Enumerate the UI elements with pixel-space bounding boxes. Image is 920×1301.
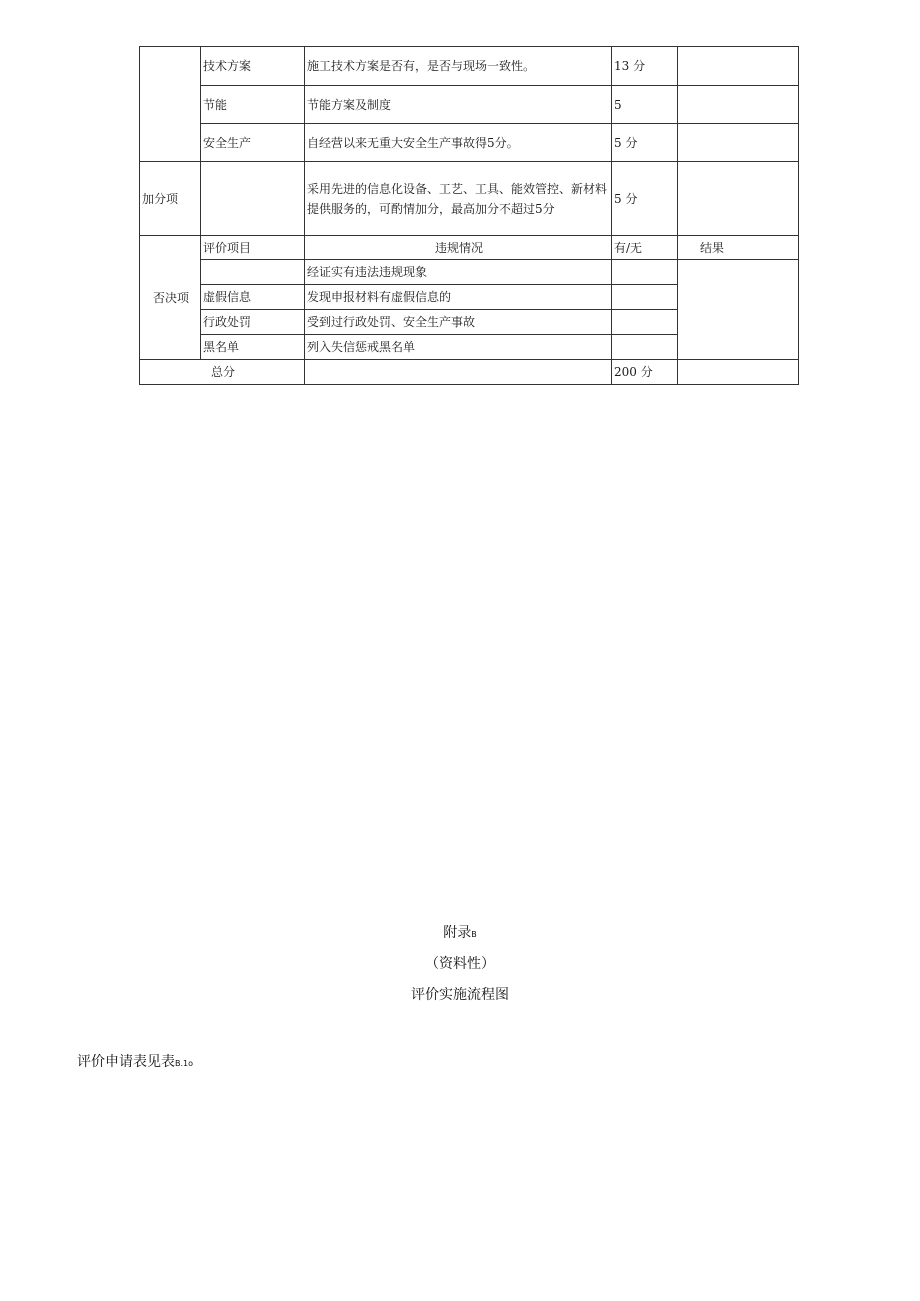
veto-desc-cell: 受到过行政处罚、安全生产事故: [305, 310, 612, 335]
result-cell: [678, 124, 799, 162]
score-cell: 5: [612, 86, 678, 124]
veto-header-desc: 违规情况: [305, 236, 612, 260]
desc-cell: 施工技术方案是否有，是否与现场一致性。: [305, 47, 612, 86]
veto-has-cell: [612, 310, 678, 335]
veto-row: [140, 260, 799, 285]
evaluation-table: [139, 46, 799, 385]
appendix-subtitle: （资料性）: [425, 956, 495, 972]
veto-has-cell: [612, 335, 678, 360]
veto-desc-cell: 列入失信惩戒黑名单: [305, 335, 612, 360]
item-cell: 安全生产: [201, 124, 305, 162]
note-text: 评价申请表见表: [77, 1054, 175, 1070]
veto-item-cell: 虚假信息: [201, 285, 305, 310]
total-label-cell: 总分: [140, 360, 305, 385]
note-line: [77, 1051, 193, 1071]
veto-category-cell: 否决项: [140, 236, 201, 360]
appendix-title-suffix: B: [471, 930, 477, 939]
veto-item-cell: 黑名单: [201, 335, 305, 360]
score-cell: 5 分: [612, 124, 678, 162]
bonus-category-cell: 加分项: [140, 162, 201, 236]
desc-cell: 节能方案及制度: [305, 86, 612, 124]
result-cell: [678, 162, 799, 236]
bonus-row: [140, 162, 799, 236]
veto-result-cell: [678, 260, 799, 360]
item-cell: 节能: [201, 86, 305, 124]
bonus-desc-cell: 采用先进的信息化设备、工艺、工具、能效管控、新材料提供服务的，可酌情加分，最高加分不超过5分: [305, 162, 612, 236]
result-cell: [678, 47, 799, 86]
veto-item-cell: [201, 260, 305, 285]
veto-header-item: 评价项目: [201, 236, 305, 260]
veto-has-cell: [612, 260, 678, 285]
appendix-heading: 评价实施流程图: [411, 987, 509, 1003]
veto-header-result: 结果: [678, 236, 799, 260]
category-cell-empty: [140, 47, 201, 162]
score-cell: 13 分: [612, 47, 678, 86]
veto-header-row: [140, 236, 799, 260]
veto-has-cell: [612, 285, 678, 310]
veto-header-score: 有/无: [612, 236, 678, 260]
desc-cell: 自经营以来无重大安全生产事故得5分。: [305, 124, 612, 162]
result-cell: [678, 86, 799, 124]
total-desc-cell: [305, 360, 612, 385]
appendix-title-text: 附录: [443, 925, 472, 941]
item-cell: 技术方案: [201, 47, 305, 86]
table-row: [140, 47, 799, 86]
total-row: [140, 360, 799, 385]
veto-item-cell: 行政处罚: [201, 310, 305, 335]
total-score-cell: 200 分: [612, 360, 678, 385]
bonus-score-cell: 5 分: [612, 162, 678, 236]
table-row: [140, 124, 799, 162]
total-result-cell: [678, 360, 799, 385]
appendix-title: [0, 922, 920, 942]
note-suffix: B.1o: [175, 1059, 194, 1068]
veto-desc-cell: 经证实有违法违规现象: [305, 260, 612, 285]
veto-desc-cell: 发现申报材料有虚假信息的: [305, 285, 612, 310]
item-cell: [201, 162, 305, 236]
table-row: [140, 86, 799, 124]
